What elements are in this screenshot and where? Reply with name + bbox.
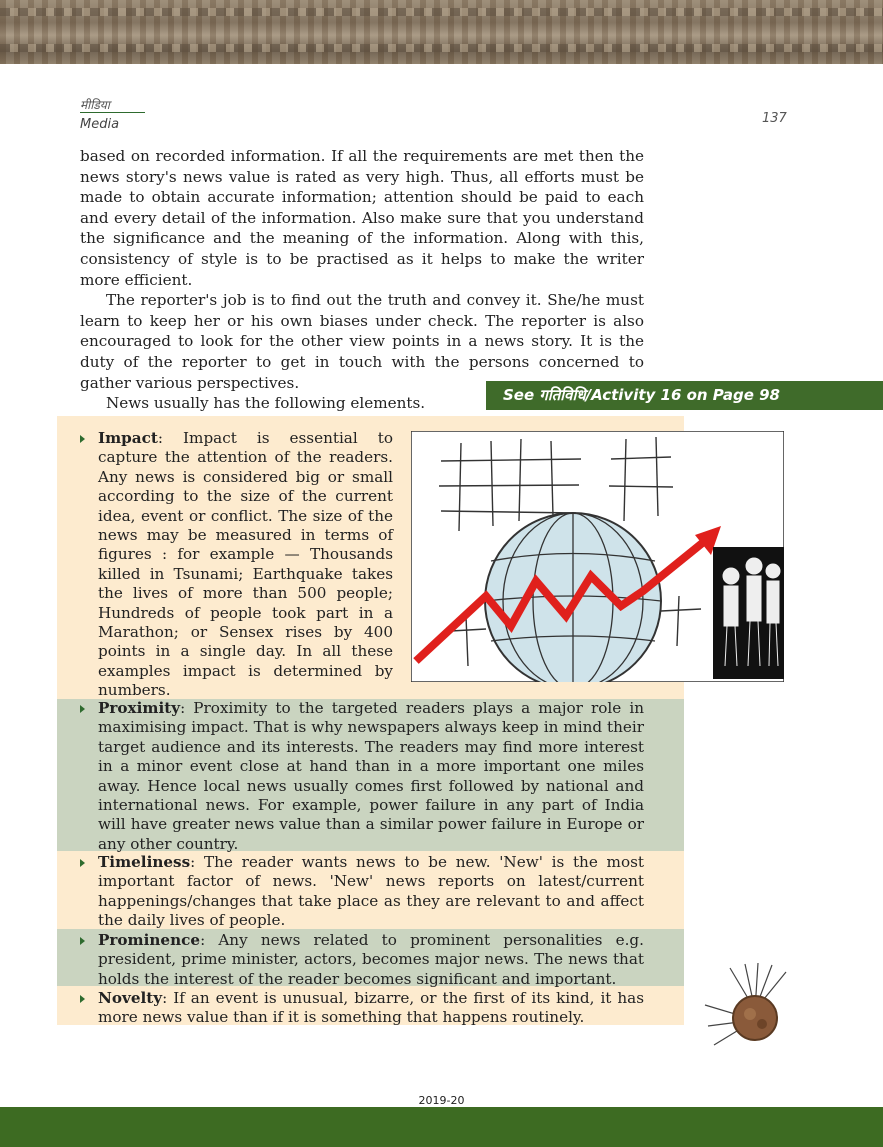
bullet-icon xyxy=(80,937,85,945)
running-head-rule xyxy=(80,112,145,113)
bullet-icon xyxy=(80,859,85,867)
footer-year: 2019-20 xyxy=(418,1094,465,1107)
term: Novelty xyxy=(98,989,163,1007)
list-item xyxy=(80,429,393,701)
definition: : Proximity to the targeted readers plays a major role in maximising impact. That is why newspapers always keep in mind their target audience and its interests. The readers may find more interest in a minor event close at hand than in a more important one miles away. Hence local news usually comes first followed by national and international news. For example, power failure in any part of India will have greater news value than a similar power failure in Europe or any other country. xyxy=(98,699,644,853)
elements-intro: News usually has the following elements. xyxy=(106,394,426,412)
page-number: 137 xyxy=(762,111,787,126)
term: Proximity xyxy=(98,699,181,717)
footer-bar xyxy=(0,1107,883,1147)
definition: : Any news related to prominent personalities e.g. president, prime minister, actors, becomes major news. The news that holds the interest of the reader becomes significant and important. xyxy=(98,931,644,988)
running-head-english: Media xyxy=(80,117,120,132)
activity-link[interactable]: See गतिविधि/Activity 16 on Page 98 xyxy=(486,381,883,410)
term: Timeliness xyxy=(98,853,191,871)
definition: : If an event is unusual, bizarre, or the first of its kind, it has more news value than if it is something that happens routinely. xyxy=(98,989,644,1027)
body-text xyxy=(80,146,644,393)
list-item xyxy=(80,931,644,989)
bullet-icon xyxy=(80,705,85,713)
list-item xyxy=(80,699,644,854)
globe-chart-illustration xyxy=(411,431,784,682)
decorative-sun-motif-icon xyxy=(700,960,810,1070)
term: Prominence xyxy=(98,931,201,949)
paragraph: based on recorded information. If all the requirements are met then the news story's news value is rated as very high. Thus, all efforts must be made to obtain accurate information; attention should be paid to each and every detail of the information. Also make sure that you understand the significance and the meaning of the information. Along with this, consistency of style is to be practised as it helps to make the writer more efficient. xyxy=(80,147,644,289)
paragraph: The reporter's job is to find out the truth and convey it. She/he must learn to keep her or his own biases under check. The reporter is also encouraged to look for the other view points in a news story. It is the duty of the reporter to get in touch with the persons concerned to gather various perspectives. xyxy=(80,291,644,392)
term: Impact xyxy=(98,429,158,447)
definition: : The reader wants news to be new. 'New' is the most important factor of news. 'New' news reports on latest/current happenings/changes that take place as they are relevant to and affect the daily lives of people. xyxy=(98,853,644,930)
running-head-hindi: मीडिया xyxy=(80,98,110,112)
decorative-header-banner xyxy=(0,0,883,64)
list-item xyxy=(80,853,644,931)
bullet-icon xyxy=(80,995,85,1003)
bullet-icon xyxy=(80,435,85,443)
list-item xyxy=(80,989,644,1028)
definition: : Impact is essential to capture the attention of the readers. Any news is considered big or small according to the size of the current idea, event or conflict. The size of the news may be measured in terms of figures : for example — Thousands killed in Tsunami; Earthquake takes the lives of more than 500 people; Hundreds of people took part in a Marathon; or Sensex rises by 400 points in a single day. In all these examples impact is determined by numbers. xyxy=(98,429,393,700)
